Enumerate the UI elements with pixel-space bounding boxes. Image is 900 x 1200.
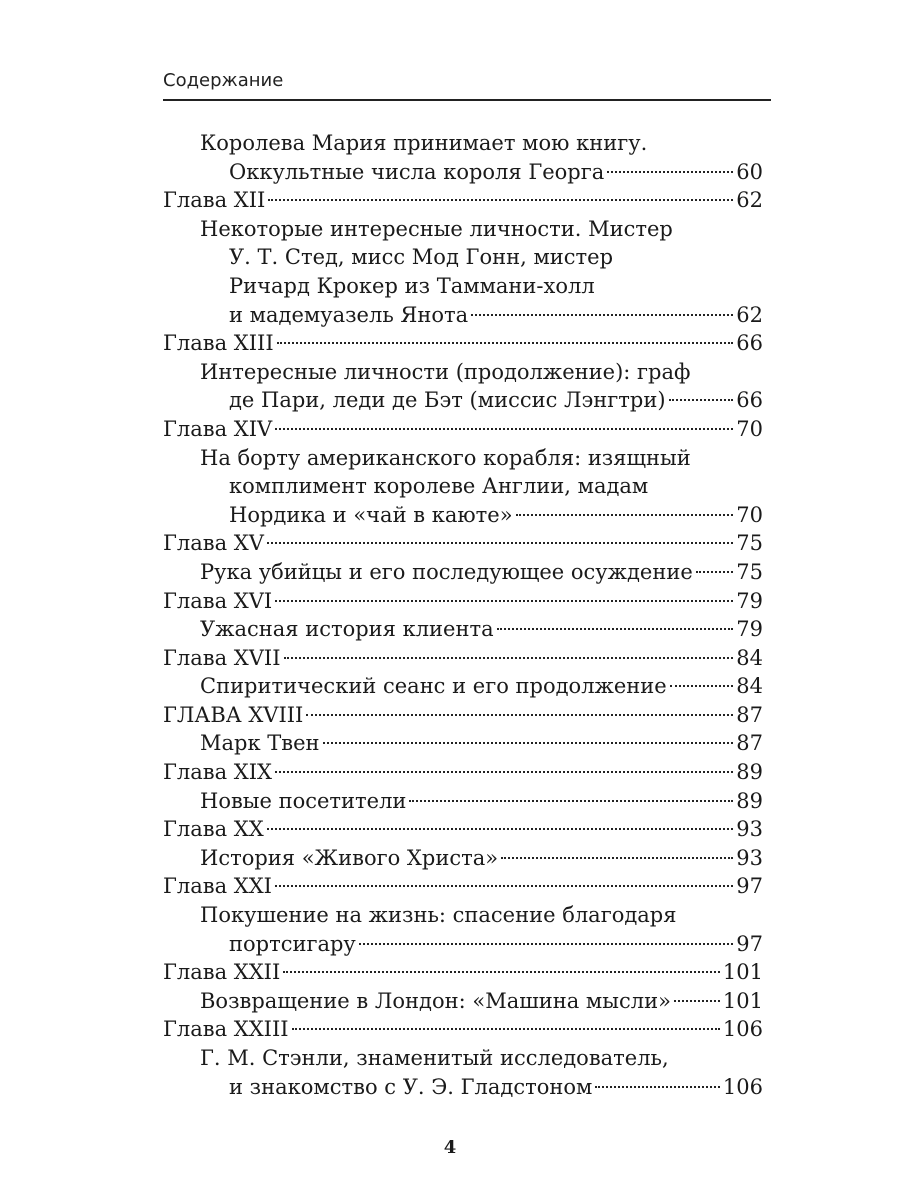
dot-leader <box>268 199 733 201</box>
toc-entry-title: Королева Мария принимает мою книгу. <box>200 131 648 155</box>
toc-entry-page: 97 <box>736 931 763 956</box>
dot-leader <box>275 428 733 430</box>
toc-entry-title: Глава XV <box>163 531 264 556</box>
toc-entry-page: 89 <box>736 788 763 813</box>
dot-leader <box>669 399 734 401</box>
toc-entry <box>163 329 763 358</box>
toc-entry-title: Глава XIII <box>163 331 274 356</box>
toc-entry <box>163 930 763 959</box>
toc-entry <box>163 415 763 444</box>
toc-entry-title: и мадемуазель Янота <box>229 302 469 327</box>
toc-entry-title: Глава XXII <box>163 960 281 985</box>
toc-entry-title: Спиритический сеанс и его продолжение <box>200 674 667 699</box>
toc-entry-title: Покушение на жизнь: спасение благодаря <box>200 903 677 928</box>
running-header: Содержание <box>163 70 284 91</box>
toc-entry <box>163 672 763 701</box>
toc-entry <box>163 844 763 873</box>
toc-entry <box>163 129 763 158</box>
toc-entry-page: 79 <box>736 588 763 613</box>
toc-entry-page: 106 <box>722 1074 763 1099</box>
page-number: 4 <box>443 1137 457 1158</box>
dot-leader <box>696 571 734 573</box>
toc-entry <box>163 472 763 501</box>
toc-entry-title: Некоторые интересные личности. Мистер <box>200 216 673 241</box>
toc-entry <box>163 901 763 930</box>
toc-entry-page: 62 <box>736 188 763 213</box>
toc-entry <box>163 186 763 215</box>
toc-entry-title: де Пари, леди де Бэт (миссис Лэнгтри) <box>229 388 666 413</box>
toc-entry-page: 101 <box>722 988 763 1013</box>
toc-entry-page: 70 <box>736 416 763 441</box>
toc-entry-title: Оккультные числа короля Георга <box>229 159 605 184</box>
toc-entry <box>163 558 763 587</box>
dot-leader <box>267 542 733 544</box>
toc-entry-title: и знакомство с У. Э. Гладстоном <box>229 1074 593 1099</box>
toc-entry-title: Глава XIX <box>163 760 272 785</box>
toc-entry-title: Глава XII <box>163 188 266 213</box>
dot-leader <box>471 314 733 316</box>
toc-entry <box>163 501 763 530</box>
toc-entry-title: История «Живого Христа» <box>200 845 499 870</box>
dot-leader <box>607 171 733 173</box>
dot-leader <box>501 857 733 859</box>
toc-entry-title: ГЛАВА XVIII <box>163 702 304 727</box>
toc-entry-title: Марк Твен <box>200 731 320 756</box>
toc-entry <box>163 358 763 387</box>
toc-entry-page: 75 <box>736 559 763 584</box>
toc-entry-title: Глава XVI <box>163 588 273 613</box>
toc-entry <box>163 729 763 758</box>
toc-entry <box>163 386 763 415</box>
toc-entry-title: портсигару <box>229 931 356 956</box>
toc-entry-title: Нордика и «чай в каюте» <box>229 502 513 527</box>
toc-entry <box>163 529 763 558</box>
toc-entry-page: 97 <box>736 874 763 899</box>
toc-entry-page: 84 <box>736 674 763 699</box>
toc-entry <box>163 1015 763 1044</box>
toc-entry <box>163 987 763 1016</box>
toc-entry-page: 60 <box>736 159 763 184</box>
dot-leader <box>267 828 734 830</box>
dot-leader <box>292 1028 720 1030</box>
toc-entry-title: Интересные личности (продолжение): граф <box>200 359 691 384</box>
toc-entry-title: Глава XIV <box>163 416 273 441</box>
dot-leader <box>409 800 733 802</box>
toc-entry <box>163 1073 763 1102</box>
toc-entry <box>163 215 763 244</box>
dot-leader <box>275 600 733 602</box>
toc-entry <box>163 787 763 816</box>
dot-leader <box>275 771 733 773</box>
toc-entry-page: 106 <box>722 1017 763 1042</box>
toc-entry-title: Глава XXI <box>163 874 272 899</box>
toc-entry-title: Глава XXIII <box>163 1017 289 1042</box>
toc-entry-page: 87 <box>736 702 763 727</box>
toc-entry-title: Г. М. Стэнли, знаменитый исследователь, <box>200 1046 669 1070</box>
toc-entry-title: Ричард Крокер из Таммани-холл <box>229 273 595 298</box>
dot-leader <box>284 657 734 659</box>
toc-entry-title: комплимент королеве Англии, мадам <box>229 474 649 499</box>
toc-entry <box>163 644 763 673</box>
toc-entry <box>163 587 763 616</box>
toc-entry-page: 93 <box>736 845 763 870</box>
toc-entry <box>163 815 763 844</box>
dot-leader <box>595 1086 720 1088</box>
table-of-contents <box>163 129 763 1101</box>
dot-leader <box>674 1000 720 1002</box>
toc-entry <box>163 758 763 787</box>
dot-leader <box>283 971 720 973</box>
toc-entry-page: 79 <box>736 617 763 642</box>
toc-entry <box>163 1044 763 1073</box>
toc-entry-page: 93 <box>736 817 763 842</box>
toc-entry-title: У. Т. Стед, мисс Мод Гонн, мистер <box>229 245 614 270</box>
dot-leader <box>277 342 734 344</box>
toc-entry-page: 62 <box>736 302 763 327</box>
toc-entry-title: Глава XVII <box>163 645 281 670</box>
dot-leader <box>359 943 733 945</box>
dot-leader <box>323 742 734 744</box>
toc-entry-page: 89 <box>736 760 763 785</box>
dot-leader <box>275 885 733 887</box>
toc-entry <box>163 615 763 644</box>
toc-entry-title: Глава XX <box>163 817 264 842</box>
toc-entry <box>163 444 763 473</box>
dot-leader <box>670 685 734 687</box>
toc-entry <box>163 301 763 330</box>
toc-entry-page: 70 <box>736 502 763 527</box>
toc-entry <box>163 958 763 987</box>
dot-leader <box>306 714 733 716</box>
toc-entry-page: 75 <box>736 531 763 556</box>
toc-entry-title: На борту американского корабля: изящный <box>200 445 691 470</box>
toc-entry-page: 66 <box>736 331 763 356</box>
toc-entry-title: Ужасная история клиента <box>200 617 494 642</box>
toc-entry-title: Возвращение в Лондон: «Машина мысли» <box>200 988 671 1013</box>
toc-entry-page: 84 <box>736 645 763 670</box>
toc-entry <box>163 243 763 272</box>
dot-leader <box>497 628 734 630</box>
toc-entry <box>163 701 763 730</box>
toc-entry-title: Новые посетители <box>200 788 407 813</box>
dot-leader <box>516 514 734 516</box>
toc-entry <box>163 272 763 301</box>
toc-entry-title: Рука убийцы и его последующее осуждение <box>200 559 693 584</box>
toc-entry-page: 87 <box>736 731 763 756</box>
header-rule <box>163 99 771 101</box>
toc-entry <box>163 872 763 901</box>
toc-entry <box>163 158 763 187</box>
toc-entry-page: 101 <box>722 960 763 985</box>
toc-entry-page: 66 <box>736 388 763 413</box>
